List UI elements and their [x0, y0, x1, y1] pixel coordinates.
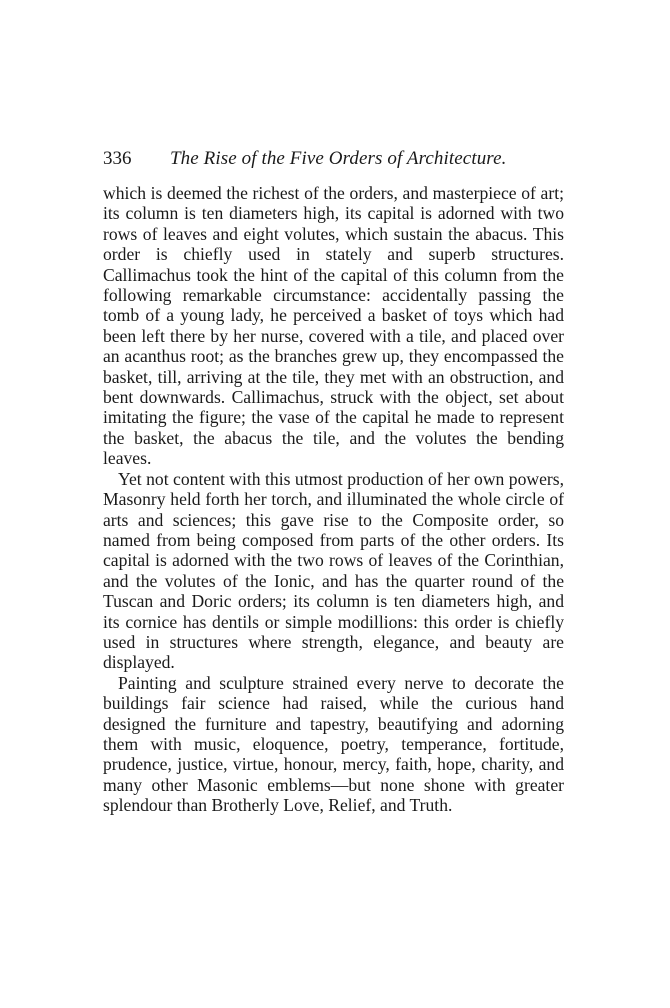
running-head — [103, 146, 563, 172]
paragraph-painting-sculpture: Painting and sculpture strained every nerve to decorate the buildings fair science had raised, while the curious hand designed the furniture and tapestry, beautifying and adorning them with music, eloquence, poetry, temperance, fortitude, prudence, justice, virtue, honour, mercy, faith, hope, charity, and many other Masonic emblems—but none shone with greater splendour than Brotherly Love, Relief, and Truth. — [103, 672, 564, 816]
paragraph-continued: which is deemed the richest of the orders, and masterpiece of art; its column is ten diameters high, its capital is adorned with two rows of leaves and eight volutes, which sustain the abacus. This order is chiefly used in stately and superb structures. Callimachus took the hint of the capital of this column from the following remarkable circumstance: accidentally passing the tomb of a young lady, he perceived a basket of toys which had been left there by her nurse, covered with a tile, and placed over an acanthus root; as the branches grew up, they encompassed the basket, till, arriving at the tile, they met with an obstruction, and bent downwards. Callimachus, struck with the object, set about imitating the figure; the vase of the capital he made to represent the basket, the abacus the tile, and the volutes the bending leaves. — [103, 183, 564, 469]
running-title: The Rise of the Five Orders of Architecture. — [170, 148, 507, 169]
body-text — [103, 183, 564, 816]
page-number: 336 — [103, 148, 132, 169]
paragraph-composite-order: Yet not content with this utmost production of her own powers, Masonry held forth her torch, and illuminated the whole circle of arts and sciences; this gave rise to the Composite order, so named from being composed from parts of the other orders. Its capital is adorned with the two rows of leaves of the Corinthian, and the volutes of the Ionic, and has the quarter round of the Tuscan and Doric orders; its column is ten diameters high, and its cornice has dentils or simple modillions: this order is chiefly used in structures where strength, elegance, and beauty are displayed. — [103, 468, 564, 673]
